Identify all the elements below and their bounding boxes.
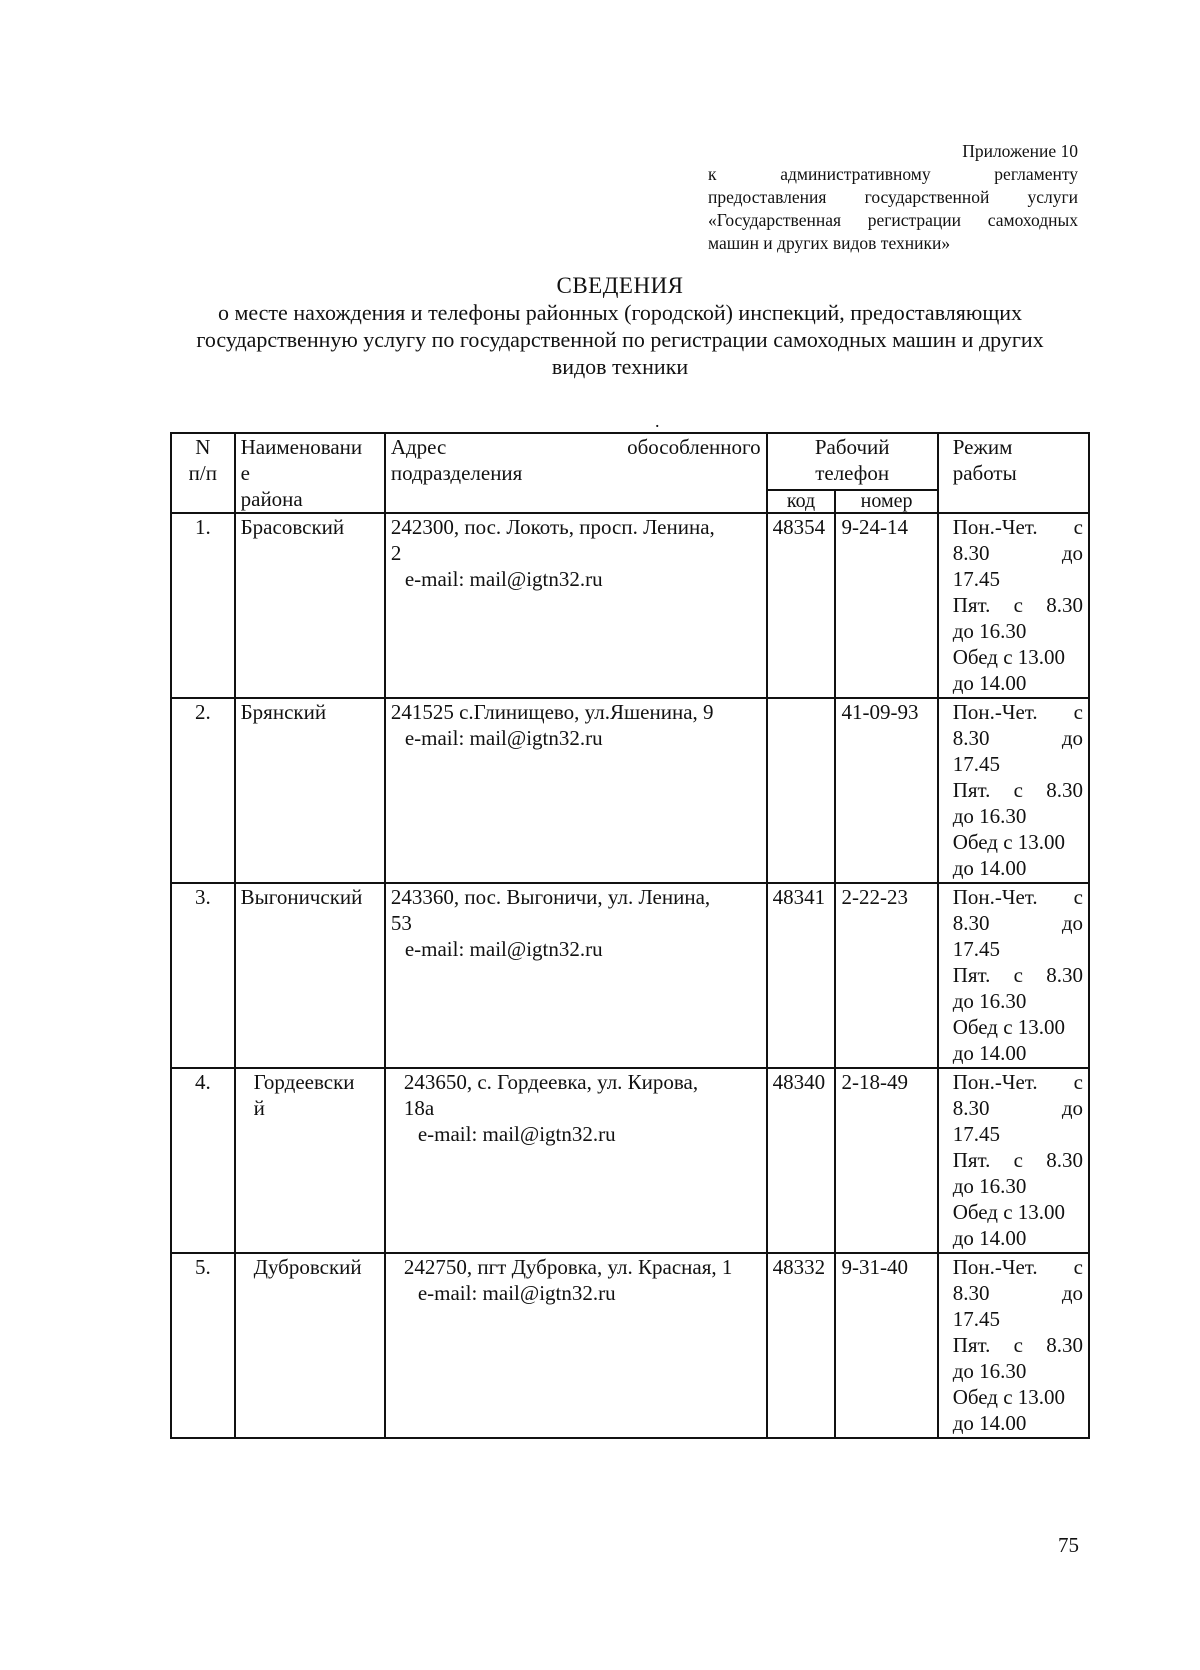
appendix-line: предоставления государственной услуги: [708, 187, 1078, 207]
phone-number: 2-18-49: [835, 1068, 937, 1253]
header-phone-number: номер: [835, 490, 937, 513]
address-cell: [385, 1068, 767, 1253]
address-line: 241525 с.Глинищево, ул.Яшенина, 9: [390, 700, 714, 724]
phone-number: 2-22-23: [835, 883, 937, 1068]
address-line: 18а: [403, 1096, 435, 1120]
table-row: [171, 1253, 1089, 1438]
title-line: о месте нахождения и телефоны районных (городской) инспекций, предоставляющих: [217, 300, 1023, 325]
row-number: 4.: [171, 1068, 235, 1253]
header-num: N п/п: [171, 433, 235, 513]
address-cell: [385, 1253, 767, 1438]
title-line: видов техники: [551, 354, 689, 379]
address-line: 242300, пос. Локоть, просп. Ленина,: [390, 515, 715, 539]
page-number: 75: [1058, 1533, 1079, 1557]
title-line: государственную услугу по государственной по регистрации самоходных машин и других: [196, 327, 1044, 352]
district-cell: [235, 698, 385, 883]
row-number: 2.: [171, 698, 235, 883]
table-header-row: [171, 433, 1089, 490]
district-cell: [235, 883, 385, 1068]
table-row: [171, 513, 1089, 698]
row-number: 1.: [171, 513, 235, 698]
phone-code: 48354: [767, 513, 836, 698]
document-title: [160, 272, 1080, 380]
district-name: Брянский: [240, 700, 327, 724]
address-cell: [385, 883, 767, 1068]
address-line: 243360, пос. Выгоничи, ул. Ленина,: [390, 885, 711, 909]
district-name: Дубровский: [253, 1255, 362, 1279]
appendix-line: Приложение 10: [962, 141, 1078, 161]
schedule-cell: Пон.-Чет. с 8.30 до 17.45 Пят. с 8.30 до 16.30 Обед с 13.00 до 14.00: [938, 883, 1089, 1068]
header-address: Адрес обособленного подразделения: [385, 433, 767, 513]
address-cell: [385, 513, 767, 698]
email-text: e-mail: mail@igtn32.ru: [404, 937, 603, 961]
phone-code: 48341: [767, 883, 836, 1068]
title-main: СВЕДЕНИЯ: [556, 273, 684, 298]
schedule-cell: Пон.-Чет. с 8.30 до 17.45 Пят. с 8.30 до 16.30 Обед с 13.00 до 14.00: [938, 698, 1089, 883]
district-name: Брасовский: [240, 515, 345, 539]
appendix-line: машин и других видов техники»: [708, 233, 951, 253]
district-cell: [235, 1253, 385, 1438]
inspections-table: [170, 432, 1090, 1439]
header-phone: Рабочий телефон: [767, 433, 938, 490]
district-name: Гордеевски: [253, 1070, 355, 1094]
address-cell: [385, 698, 767, 883]
phone-code: 48332: [767, 1253, 836, 1438]
table-row: [171, 698, 1089, 883]
row-number: 3.: [171, 883, 235, 1068]
address-line: 242750, пгт Дубровка, ул. Красная, 1: [403, 1255, 733, 1279]
district-name: Выгоничский: [240, 885, 363, 909]
district-cell: [235, 513, 385, 698]
header-name: Наименовани е района: [235, 433, 385, 513]
email-text: e-mail: mail@igtn32.ru: [404, 567, 603, 591]
district-cell: [235, 1068, 385, 1253]
phone-code: 48340: [767, 1068, 836, 1253]
address-line: 2: [390, 541, 402, 565]
email-text: e-mail: mail@igtn32.ru: [404, 726, 603, 750]
address-line: 243650, с. Гордеевка, ул. Кирова,: [403, 1070, 699, 1094]
district-name: й: [253, 1096, 265, 1120]
header-phone-code: код: [767, 490, 836, 513]
schedule-cell: Пон.-Чет. с 8.30 до 17.45 Пят. с 8.30 до 16.30 Обед с 13.00 до 14.00: [938, 513, 1089, 698]
stray-mark: .: [655, 411, 660, 431]
table-row: [171, 1068, 1089, 1253]
phone-code: [767, 698, 836, 883]
email-text: e-mail: mail@igtn32.ru: [417, 1281, 616, 1305]
header-schedule: Режим работы: [938, 433, 1089, 513]
phone-number: 41-09-93: [835, 698, 937, 883]
table-row: [171, 883, 1089, 1068]
phone-number: 9-31-40: [835, 1253, 937, 1438]
appendix-line: к административному регламенту: [708, 164, 1078, 184]
appendix-note: [708, 140, 1078, 255]
schedule-cell: Пон.-Чет. с 8.30 до 17.45 Пят. с 8.30 до 16.30 Обед с 13.00 до 14.00: [938, 1068, 1089, 1253]
phone-number: 9-24-14: [835, 513, 937, 698]
email-text: e-mail: mail@igtn32.ru: [417, 1122, 616, 1146]
address-line: 53: [390, 911, 412, 935]
row-number: 5.: [171, 1253, 235, 1438]
schedule-cell: Пон.-Чет. с 8.30 до 17.45 Пят. с 8.30 до 16.30 Обед с 13.00 до 14.00: [938, 1253, 1089, 1438]
appendix-line: «Государственная регистрации самоходных: [708, 210, 1078, 230]
